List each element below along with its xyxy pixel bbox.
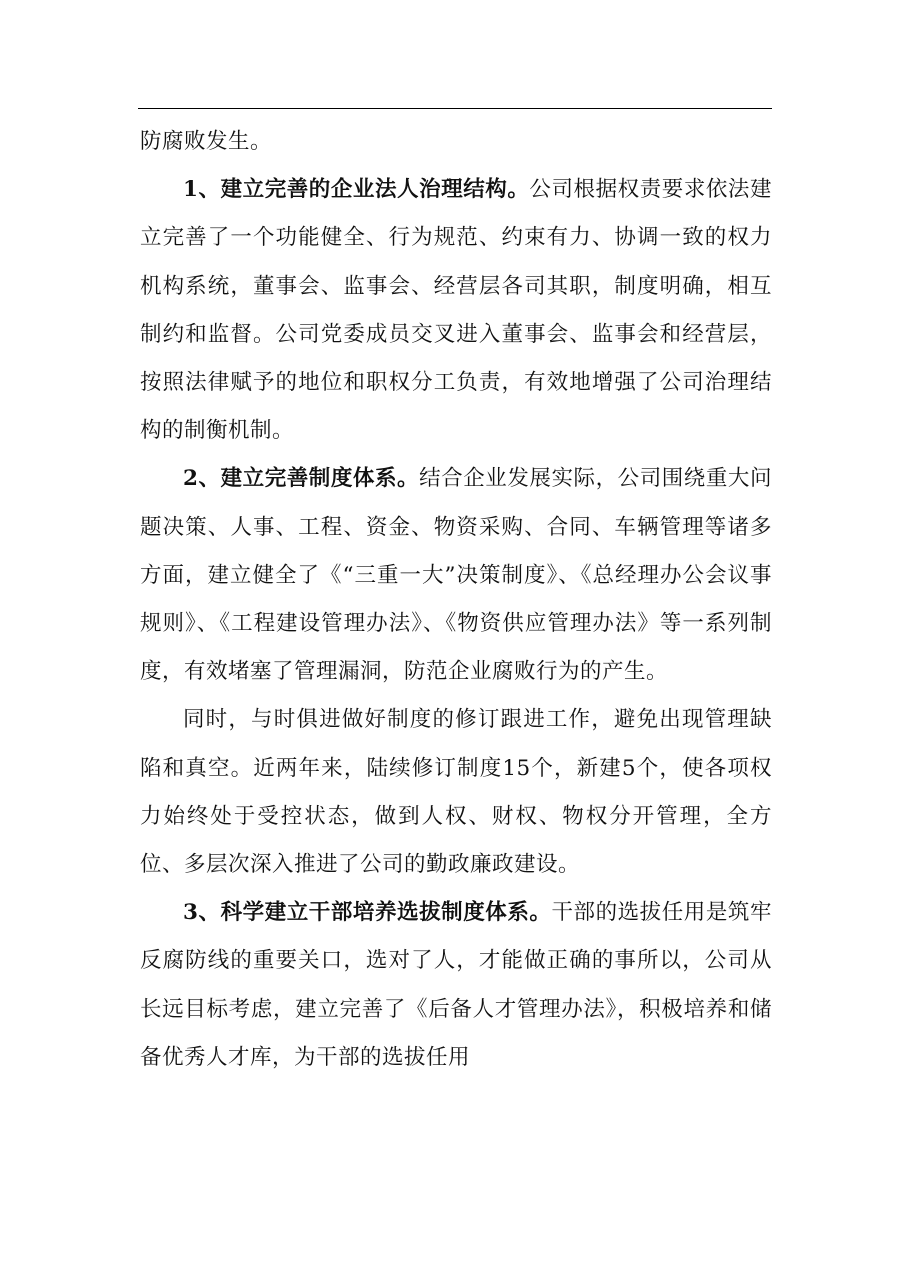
paragraph-governance-structure [140,166,772,455]
continuation-text: 防腐败发生。 [140,129,273,154]
header-rule [138,108,772,109]
paragraph-revision-work [140,696,772,889]
paragraph-body: 同时，与时俱进做好制度的修订跟进工作，避免出现管理缺陷和真空。近两年来，陆续修订制度15个，新建5个，使各项权力始终处于受控状态，做到人权、财权、物权分开管理，全方位、多层次深入推进了公司的勤政廉政建设。 [140,707,772,878]
document-body [140,118,772,1082]
paragraph-institution-system [140,455,772,696]
paragraph-body: 公司根据权责要求依法建立完善了一个功能健全、行为规范、约束有力、协调一致的权力机构系统，董事会、监事会、经营层各司其职，制度明确，相互制约和监督。公司党委成员交叉进入董事会、监事会和经营层，按照法律赋予的地位和职权分工负责，有效地增强了公司治理结构的制衡机制。 [140,177,772,444]
paragraph-heading: 1、建立完善的企业法人治理结构。 [183,177,530,203]
paragraph-heading: 3、科学建立干部培养选拔制度体系。 [183,900,552,926]
paragraph-body: 干部的选拔任用是筑牢反腐防线的重要关口，选对了人，才能做正确的事所以，公司从长远目标考虑，建立完善了《后备人才管理办法》，积极培养和储备优秀人才库，为干部的选拔任用 [140,900,772,1070]
paragraph-cadre-selection [140,889,772,1082]
paragraph-body: 结合企业发展实际，公司围绕重大问题决策、人事、工程、资金、物资采购、合同、车辆管理等诸多方面，建立健全了《“三重一大”决策制度》、《总经理办公会议事规则》、《工程建设管理办法》、《物资供应管理办法》等一系列制度，有效堵塞了管理漏洞，防范企业腐败行为的产生。 [140,466,772,685]
paragraph-heading: 2、建立完善制度体系。 [183,466,420,492]
